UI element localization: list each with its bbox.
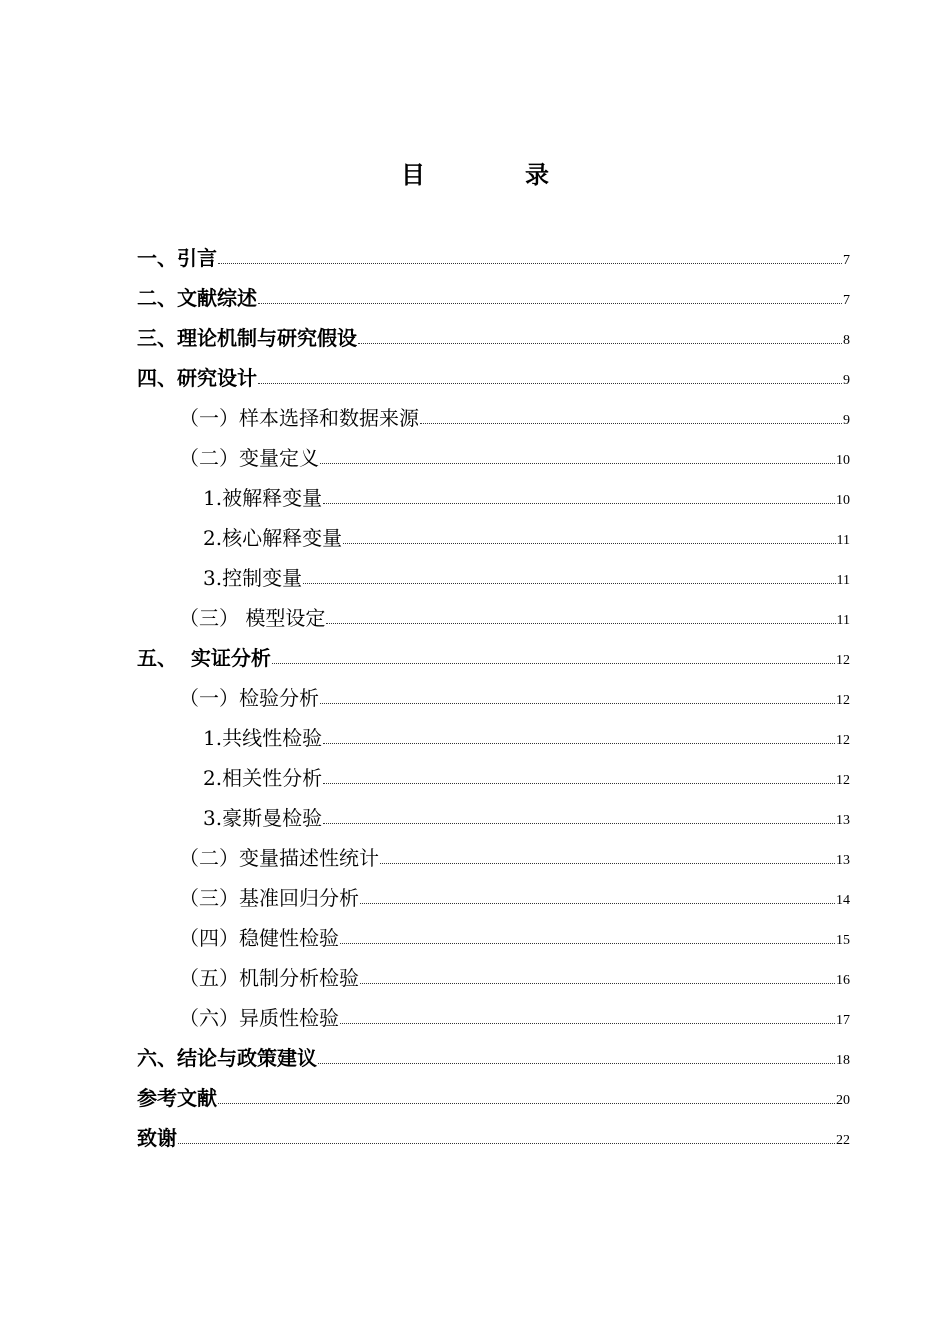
toc-leader-dots [318,1063,835,1064]
toc-entry-label: 3.豪斯曼检验 [203,806,323,830]
toc-entry-page-number: 13 [836,813,850,828]
toc-entry[interactable] [137,835,850,875]
toc-leader-dots [340,1023,835,1024]
toc-leader-dots [272,663,835,664]
page-title [0,158,950,192]
toc-entry[interactable] [137,275,850,315]
toc-entry-label: 3.控制变量 [203,566,303,590]
toc-leader-dots [218,1103,835,1104]
toc-leader-dots [303,583,835,584]
toc-entry[interactable] [137,355,850,395]
toc-leader-dots [340,943,835,944]
toc-entry[interactable] [137,1035,850,1075]
toc-entry-page-number: 20 [836,1093,850,1108]
toc-entry-label: 二、文献综述 [137,286,257,310]
toc-entry[interactable] [137,915,850,955]
toc-leader-dots [343,543,835,544]
toc-entry-page-number: 12 [836,653,850,668]
toc-entry-label: 五、 实证分析 [137,646,271,670]
toc-entry[interactable] [137,1115,850,1155]
toc-entry[interactable] [137,875,850,915]
toc-leader-dots [323,503,835,504]
toc-entry-page-number: 11 [836,573,850,588]
toc-entry-label: （四）稳健性检验 [179,926,339,950]
toc-entry[interactable] [137,515,850,555]
toc-entry-page-number: 8 [843,333,850,348]
toc-entry[interactable] [137,235,850,275]
toc-entry-page-number: 14 [836,893,850,908]
toc-entry[interactable] [137,995,850,1035]
toc-entry-page-number: 17 [836,1013,850,1028]
toc-entry-label: （六）异质性检验 [179,1006,339,1030]
toc-leader-dots [420,423,842,424]
toc-entry[interactable] [137,595,850,635]
toc-leader-dots [323,743,835,744]
title-char-1: 目 [401,161,425,189]
toc-entry-label: 2.核心解释变量 [203,526,343,550]
toc-entry-label: 一、引言 [137,246,217,270]
toc-entry-label: 参考文献 [137,1086,217,1110]
toc-entry-page-number: 9 [843,413,850,428]
toc-entry-label: 致谢 [137,1126,177,1150]
toc-entry[interactable] [137,1075,850,1115]
toc-entry[interactable] [137,395,850,435]
title-char-2: 录 [525,161,549,189]
toc-entry-label: （五）机制分析检验 [179,966,359,990]
toc-leader-dots [380,863,835,864]
toc-entry-page-number: 10 [836,453,850,468]
toc-entry[interactable] [137,635,850,675]
toc-entry-page-number: 12 [836,733,850,748]
toc-leader-dots [258,303,842,304]
toc-entry-label: 六、结论与政策建议 [137,1046,317,1070]
toc-entry-page-number: 12 [836,693,850,708]
toc-entry-label: （三）基准回归分析 [179,886,359,910]
toc-entry-label: （二）变量定义 [179,446,319,470]
toc-leader-dots [320,703,835,704]
table-of-contents [137,235,850,1155]
toc-entry-page-number: 10 [836,493,850,508]
toc-entry-label: （二）变量描述性统计 [179,846,379,870]
toc-entry[interactable] [137,315,850,355]
toc-entry[interactable] [137,475,850,515]
toc-entry[interactable] [137,715,850,755]
toc-entry-page-number: 18 [836,1053,850,1068]
toc-entry-page-number: 11 [836,613,850,628]
toc-leader-dots [360,983,835,984]
toc-entry-page-number: 22 [836,1133,850,1148]
toc-leader-dots [360,903,835,904]
toc-entry[interactable] [137,675,850,715]
toc-entry-page-number: 12 [836,773,850,788]
toc-entry[interactable] [137,955,850,995]
toc-entry-label: 2.相关性分析 [203,766,323,790]
toc-leader-dots [323,783,835,784]
toc-leader-dots [218,263,842,264]
toc-entry-page-number: 7 [843,293,850,308]
toc-entry-label: 1.共线性检验 [203,726,323,750]
toc-leader-dots [320,463,835,464]
toc-entry[interactable] [137,555,850,595]
toc-entry[interactable] [137,755,850,795]
toc-entry-page-number: 15 [836,933,850,948]
toc-entry-page-number: 7 [843,253,850,268]
toc-entry-label: （一）样本选择和数据来源 [179,406,419,430]
toc-entry-label: （三） 模型设定 [179,606,326,630]
toc-leader-dots [258,383,842,384]
toc-entry-page-number: 11 [836,533,850,548]
toc-entry-page-number: 13 [836,853,850,868]
toc-entry-label: （一）检验分析 [179,686,319,710]
toc-leader-dots [326,623,835,624]
toc-leader-dots [178,1143,835,1144]
toc-entry-label: 三、理论机制与研究假设 [137,326,357,350]
toc-entry-page-number: 16 [836,973,850,988]
toc-entry-page-number: 9 [843,373,850,388]
toc-entry-label: 四、研究设计 [137,366,257,390]
toc-leader-dots [358,343,842,344]
toc-leader-dots [323,823,835,824]
toc-entry-label: 1.被解释变量 [203,486,323,510]
toc-entry[interactable] [137,435,850,475]
toc-entry[interactable] [137,795,850,835]
